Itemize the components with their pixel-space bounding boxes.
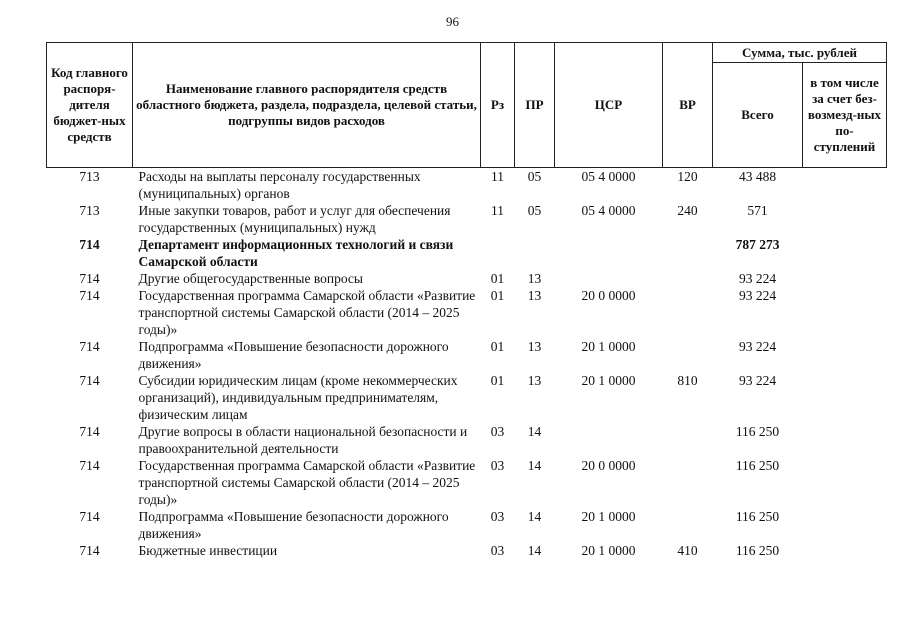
- incl-cell: [803, 508, 887, 542]
- rz-cell: 03: [490, 424, 505, 439]
- header-incl: в том числе за счет без-возмезд-ных по-ступлений: [803, 63, 887, 168]
- name-cell: Другие вопросы в области национальной безопасности и правоохранительной деятельности: [138, 424, 468, 456]
- code-cell: 714: [79, 237, 100, 252]
- rz-cell: 01: [490, 288, 505, 303]
- csr-cell: 20 1 0000: [581, 373, 636, 388]
- rz-cell: 01: [490, 271, 505, 286]
- name-cell: Иные закупки товаров, работ и услуг для обеспечения государственных (муниципальных) нужд: [138, 203, 451, 235]
- total-cell: 116 250: [735, 509, 780, 524]
- total-cell: 93 224: [738, 373, 777, 388]
- csr-cell: 05 4 0000: [581, 169, 636, 184]
- pr-cell: 13: [527, 373, 542, 388]
- code-cell: 714: [79, 288, 100, 303]
- code-cell: 714: [79, 458, 100, 473]
- vr-cell: [663, 338, 713, 372]
- table-body: [47, 168, 887, 560]
- rz-cell: 03: [490, 509, 505, 524]
- table-row: [47, 287, 887, 338]
- table-row: [47, 542, 887, 559]
- code-cell: 714: [79, 271, 100, 286]
- total-cell: 116 250: [735, 543, 780, 558]
- rz-cell: [481, 236, 515, 270]
- csr-cell: 20 1 0000: [581, 509, 636, 524]
- table-row: [47, 236, 887, 270]
- rz-cell: 03: [490, 543, 505, 558]
- header-sum: Сумма, тыс. рублей: [713, 43, 887, 63]
- total-cell: 93 224: [738, 339, 777, 354]
- name-cell: Государственная программа Самарской области «Развитие транспортной системы Самарской области (2014 – 2025 годы)»: [138, 288, 476, 337]
- incl-cell: [803, 338, 887, 372]
- csr-cell: [555, 423, 663, 457]
- vr-cell: 410: [677, 543, 698, 558]
- header-rz: Рз: [481, 43, 515, 168]
- incl-cell: [803, 236, 887, 270]
- table-row: [47, 372, 887, 423]
- code-cell: 713: [79, 203, 100, 218]
- csr-cell: 20 0 0000: [581, 288, 636, 303]
- code-cell: 713: [79, 169, 100, 184]
- total-cell: 787 273: [735, 237, 780, 252]
- pr-cell: 13: [527, 288, 542, 303]
- header-name: Наименование главного распорядителя средств областного бюджета, раздела, подраздела, целевой статьи, подгруппы видов расходов: [133, 43, 481, 168]
- pr-cell: 13: [527, 271, 542, 286]
- csr-cell: 05 4 0000: [581, 203, 636, 218]
- incl-cell: [803, 287, 887, 338]
- incl-cell: [803, 423, 887, 457]
- rz-cell: 03: [490, 458, 505, 473]
- pr-cell: 05: [527, 169, 542, 184]
- name-cell: Подпрограмма «Повышение безопасности дорожного движения»: [138, 509, 449, 541]
- incl-cell: [803, 270, 887, 287]
- incl-cell: [803, 168, 887, 203]
- csr-cell: 20 0 0000: [581, 458, 636, 473]
- name-cell: Другие общегосударственные вопросы: [138, 271, 363, 286]
- vr-cell: 810: [677, 373, 698, 388]
- total-cell: 116 250: [735, 424, 780, 439]
- csr-cell: 20 1 0000: [581, 543, 636, 558]
- vr-cell: [663, 457, 713, 508]
- code-cell: 714: [79, 509, 100, 524]
- pr-cell: 14: [527, 424, 542, 439]
- rz-cell: 11: [491, 169, 504, 184]
- pr-cell: 14: [527, 509, 542, 524]
- vr-cell: 120: [677, 169, 698, 184]
- header-pr: ПР: [515, 43, 555, 168]
- table-row: [47, 423, 887, 457]
- vr-cell: [663, 236, 713, 270]
- table-row: [47, 202, 887, 236]
- total-cell: 43 488: [738, 169, 777, 184]
- name-cell: Государственная программа Самарской области «Развитие транспортной системы Самарской области (2014 – 2025 годы)»: [138, 458, 476, 507]
- table-header: [47, 43, 887, 168]
- table-row: [47, 508, 887, 542]
- code-cell: 714: [79, 543, 100, 558]
- code-cell: 714: [79, 424, 100, 439]
- rz-cell: 01: [490, 373, 505, 388]
- name-cell: Бюджетные инвестиции: [138, 543, 278, 558]
- table-row: [47, 270, 887, 287]
- table-row: [47, 338, 887, 372]
- total-cell: 93 224: [738, 271, 777, 286]
- vr-cell: [663, 423, 713, 457]
- vr-cell: [663, 270, 713, 287]
- incl-cell: [803, 542, 887, 559]
- incl-cell: [803, 457, 887, 508]
- total-cell: 571: [747, 203, 768, 218]
- pr-cell: 14: [527, 458, 542, 473]
- name-cell: Подпрограмма «Повышение безопасности дорожного движения»: [138, 339, 449, 371]
- header-csr: ЦСР: [555, 43, 663, 168]
- pr-cell: 14: [527, 543, 542, 558]
- name-cell: Субсидии юридическим лицам (кроме некоммерческих организаций), индивидуальным предпринимателям, физическим лицам: [138, 373, 458, 422]
- page-number: 96: [446, 14, 459, 29]
- incl-cell: [803, 202, 887, 236]
- csr-cell: [555, 236, 663, 270]
- pr-cell: 13: [527, 339, 542, 354]
- code-cell: 714: [79, 339, 100, 354]
- csr-cell: 20 1 0000: [581, 339, 636, 354]
- pr-cell: 05: [527, 203, 542, 218]
- code-cell: 714: [79, 373, 100, 388]
- rz-cell: 01: [490, 339, 505, 354]
- total-cell: 93 224: [738, 288, 777, 303]
- header-total: Всего: [713, 63, 803, 168]
- total-cell: 116 250: [735, 458, 780, 473]
- budget-table: [46, 42, 887, 559]
- header-vr: ВР: [663, 43, 713, 168]
- header-code: Код главного распоря-дителя бюджет-ных средств: [47, 43, 133, 168]
- csr-cell: [555, 270, 663, 287]
- vr-cell: [663, 287, 713, 338]
- incl-cell: [803, 372, 887, 423]
- name-cell: Департамент информационных технологий и связи Самарской области: [138, 237, 454, 269]
- pr-cell: [515, 236, 555, 270]
- vr-cell: 240: [677, 203, 698, 218]
- table-row: [47, 168, 887, 203]
- name-cell: Расходы на выплаты персоналу государственных (муниципальных) органов: [138, 169, 421, 201]
- vr-cell: [663, 508, 713, 542]
- table-row: [47, 457, 887, 508]
- rz-cell: 11: [491, 203, 504, 218]
